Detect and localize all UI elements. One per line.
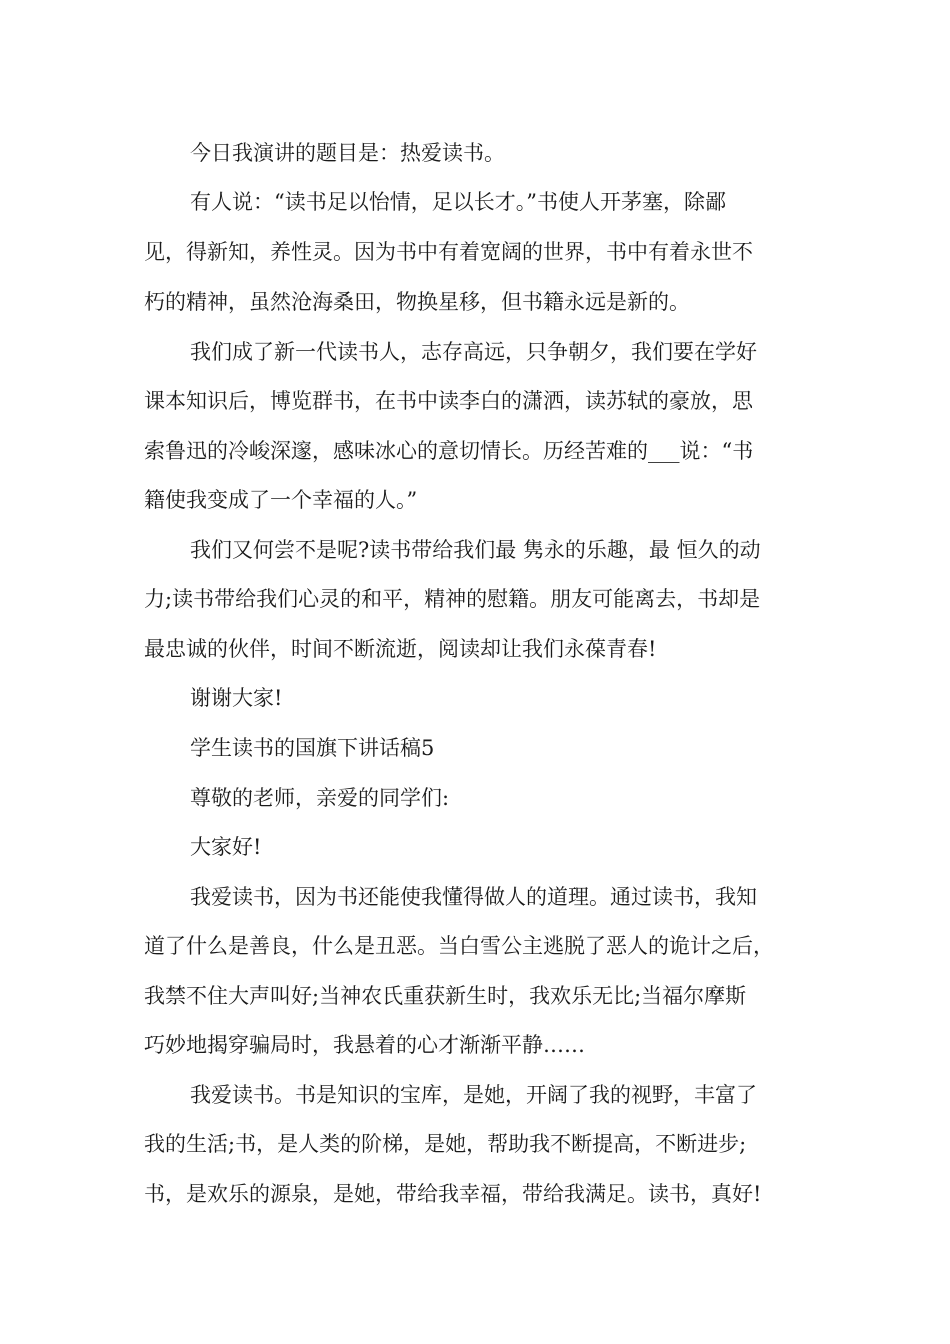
paragraph-line: 今日我演讲的题目是：热爱读书。: [190, 141, 505, 165]
paragraph-line: 谢谢大家!: [190, 686, 283, 710]
paragraph-line: 我的生活;书，是人类的阶梯，是她，帮助我不断提高，不断进步;: [144, 1132, 747, 1156]
paragraph-line: 力;读书带给我们心灵的和平，精神的慰籍。朋友可能离去，书却是: [144, 587, 761, 611]
paragraph-line: 书，是欢乐的源泉，是她，带给我幸福，带给我满足。读书，真好!: [144, 1182, 762, 1206]
paragraph-line: 道了什么是善良，什么是丑恶。当白雪公主逃脱了恶人的诡计之后，: [144, 934, 774, 958]
paragraph-line: 索鲁迅的冷峻深邃，感味冰心的意切情长。历经苦难的___说：“书: [144, 439, 754, 463]
paragraph-line: 有人说：“读书足以怡情，足以长才。”书使人开茅塞，除鄙: [190, 190, 726, 214]
paragraph-line: 课本知识后，博览群书，在书中读李白的潇洒，读苏轼的豪放，思: [144, 389, 753, 413]
paragraph-line: 巧妙地揭穿骗局时，我悬着的心才渐渐平静……: [144, 1033, 585, 1057]
paragraph-line: 朽的精神，虽然沧海桑田，物换星移，但书籍永远是新的。: [144, 290, 690, 314]
paragraph-line: 我禁不住大声叫好;当神农氏重获新生时，我欢乐无比;当福尔摩斯: [144, 984, 747, 1008]
paragraph-line: 尊敬的老师，亲爱的同学们:: [190, 786, 450, 810]
section-heading: 学生读书的国旗下讲话稿5: [190, 736, 435, 760]
paragraph-line: 大家好!: [190, 835, 262, 859]
paragraph-line: 我们又何尝不是呢?读书带给我们最 隽永的乐趣，最 恒久的动: [190, 538, 761, 562]
paragraph-line: 最忠诚的伙伴，时间不断流逝，阅读却让我们永葆青春!: [144, 637, 657, 661]
paragraph-line: 我爱读书，因为书还能使我懂得做人的道理。通过读书，我知: [190, 885, 757, 909]
paragraph-line: 我们成了新一代读书人，志存高远，只争朝夕，我们要在学好: [190, 340, 757, 364]
paragraph-line: 籍使我变成了一个幸福的人。”: [144, 488, 418, 512]
paragraph-line: 见，得新知，养性灵。因为书中有着宽阔的世界，书中有着永世不: [144, 240, 753, 264]
paragraph-line: 我爱读书。书是知识的宝库，是她，开阔了我的视野，丰富了: [190, 1083, 757, 1107]
